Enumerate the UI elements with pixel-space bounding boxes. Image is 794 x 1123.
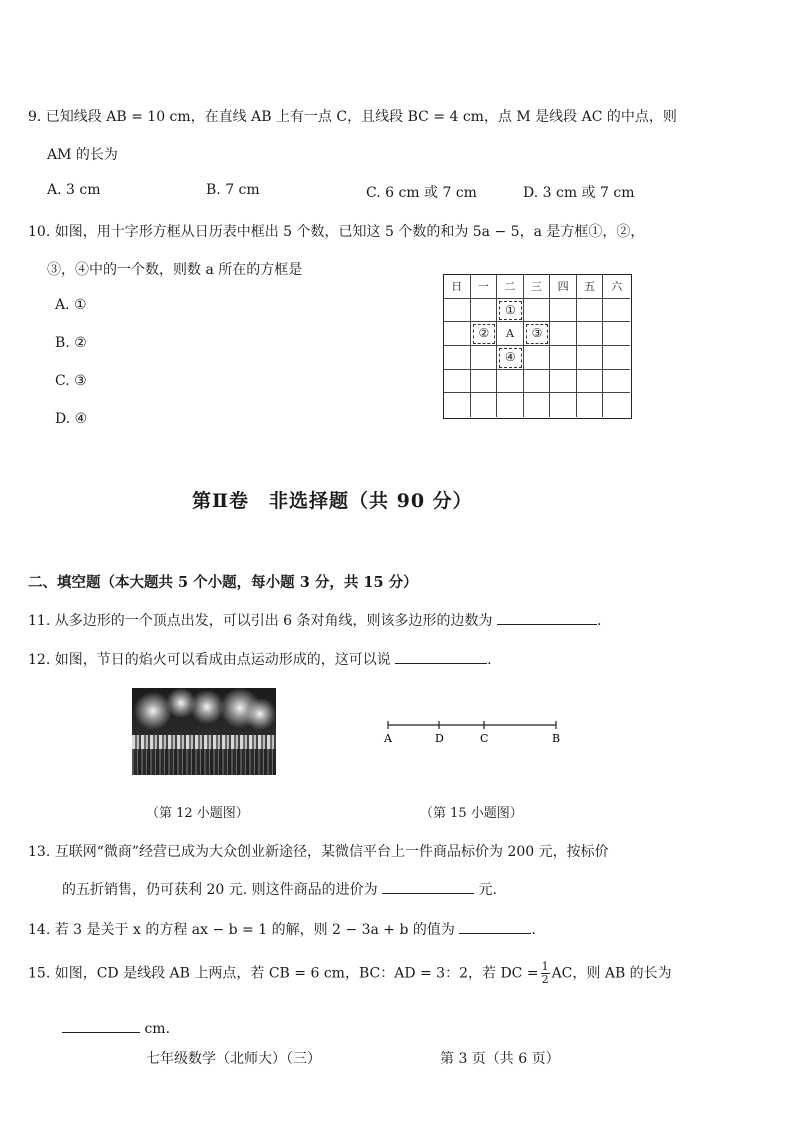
q13-unit: 元. xyxy=(478,882,497,898)
calendar-cell xyxy=(471,299,498,323)
q13-answer-blank[interactable] xyxy=(382,879,474,894)
calendar-cell xyxy=(603,322,630,346)
firework-burst xyxy=(190,690,224,724)
calendar-cell xyxy=(550,393,577,417)
q15 xyxy=(28,961,672,986)
label-c: C xyxy=(480,732,489,745)
calendar-header-cell: 日 xyxy=(444,275,471,299)
q11-answer-blank[interactable] xyxy=(497,610,597,625)
calendar-box-2: ② xyxy=(473,324,496,344)
caption-q12: （第 12 小题图） xyxy=(146,806,249,821)
water-reflection xyxy=(132,749,276,775)
calendar-cell xyxy=(444,299,471,323)
q14-text: 14. 若 3 是关于 x 的方程 ax − b = 1 的解，则 2 − 3a + b 的值为 xyxy=(28,922,455,938)
calendar-cell xyxy=(603,299,630,323)
calendar-cell xyxy=(444,393,471,417)
q13-line2-text: 的五折销售，仍可获利 20 元. 则这件商品的进价为 xyxy=(62,882,378,898)
q11 xyxy=(28,610,601,630)
calendar-header-cell: 六 xyxy=(603,275,630,299)
q12-text: 12. 如图，节日的焰火可以看成由点运动形成的，这可以说 xyxy=(28,652,391,668)
q10-line2: ③，④中的一个数，则数 a 所在的方框是 xyxy=(47,262,303,278)
calendar-cell xyxy=(471,346,498,370)
footer-page-number: 第 3 页（共 6 页） xyxy=(440,1051,560,1067)
fireworks-photo xyxy=(132,688,276,775)
q9-option-a: A. 3 cm xyxy=(47,182,101,198)
firework-burst xyxy=(244,698,276,730)
q11-end: . xyxy=(596,613,602,629)
calendar-cell xyxy=(497,370,524,394)
fill-in-heading: 二、填空题（本大题共 5 个小题，每小题 3 分，共 15 分） xyxy=(28,574,418,591)
calendar-box-1: ① xyxy=(499,301,522,321)
calendar-cell xyxy=(444,370,471,394)
calendar-cell xyxy=(524,346,551,370)
fraction-denominator: 2 xyxy=(541,973,549,986)
q15-unit: cm. xyxy=(144,1021,171,1037)
caption-q15: （第 15 小题图） xyxy=(420,806,523,821)
q11-text: 11. 从多边形的一个顶点出发，可以引出 6 条对角线，则该多边形的边数为 xyxy=(28,613,493,629)
q13-line1: 13. 互联网“微商”经营已成为大众创业新途径，某微信平台上一件商品标价为 200 元，按标价 xyxy=(28,844,609,860)
calendar-cell xyxy=(444,346,471,370)
footer-subject: 七年级数学（北师大）（三） xyxy=(146,1051,321,1067)
calendar-cell xyxy=(444,322,471,346)
segment-figure xyxy=(378,716,568,746)
q15-answer-line xyxy=(62,1018,170,1037)
calendar-header-cell: 一 xyxy=(471,275,498,299)
calendar-cell xyxy=(524,393,551,417)
calendar-cell xyxy=(577,322,604,346)
q15-answer-blank[interactable] xyxy=(62,1018,140,1033)
q12 xyxy=(28,649,492,669)
calendar-box-4: ④ xyxy=(499,348,522,368)
q10-line1: 10. 如图，用十字形方框从日历表中框出 5 个数，已知这 5 个数的和为 5a − 5，a 是方框①，②， xyxy=(28,224,645,240)
fraction-one-half xyxy=(541,961,550,986)
calendar-cell xyxy=(524,370,551,394)
q15-text-end: AC，则 AB 的长为 xyxy=(551,965,672,982)
fraction-numerator: 1 xyxy=(541,960,549,973)
calendar-figure xyxy=(443,274,632,419)
label-a: A xyxy=(384,732,392,745)
q14-answer-blank[interactable] xyxy=(459,919,531,934)
calendar-cell xyxy=(550,299,577,323)
q9-option-c: C. 6 cm 或 7 cm xyxy=(366,185,477,201)
q9-option-b: B. 7 cm xyxy=(206,182,260,198)
q13-line2 xyxy=(62,879,497,899)
city-skyline xyxy=(132,735,276,749)
q12-answer-blank[interactable] xyxy=(395,649,487,664)
calendar-cell xyxy=(577,299,604,323)
calendar-header-cell: 四 xyxy=(550,275,577,299)
label-b: B xyxy=(552,732,561,745)
q10-option-a: A. ① xyxy=(55,297,87,313)
calendar-box-3: ③ xyxy=(526,324,549,344)
q10-option-b: B. ② xyxy=(55,335,87,351)
calendar-center-cell: A xyxy=(497,322,524,346)
calendar-cell xyxy=(471,393,498,417)
calendar-cell xyxy=(603,370,630,394)
calendar-header-cell: 三 xyxy=(524,275,551,299)
calendar-cell xyxy=(577,346,604,370)
q10-option-d: D. ④ xyxy=(55,411,88,427)
calendar-cell xyxy=(577,393,604,417)
calendar-cell xyxy=(577,370,604,394)
q10-option-c: C. ③ xyxy=(55,373,87,389)
q12-end: . xyxy=(487,652,492,668)
q15-text: 15. 如图，CD 是线段 AB 上两点，若 CB = 6 cm，BC：AD = 3：2，若 DC = xyxy=(28,965,539,982)
calendar-cell xyxy=(603,346,630,370)
calendar-header-cell: 二 xyxy=(497,275,524,299)
q9-line1: 9. 已知线段 AB = 10 cm，在直线 AB 上有一点 C，且线段 BC = 4 cm，点 M 是线段 AC 的中点，则 xyxy=(28,109,677,125)
calendar-cell xyxy=(497,393,524,417)
section2-title: 第Ⅱ卷 非选择题（共 90 分） xyxy=(192,490,473,512)
calendar-header-cell: 五 xyxy=(577,275,604,299)
calendar-cell xyxy=(550,370,577,394)
calendar-cell xyxy=(524,299,551,323)
calendar-cell xyxy=(471,370,498,394)
calendar-cell xyxy=(550,322,577,346)
calendar-cell xyxy=(603,393,630,417)
q14-end: . xyxy=(531,922,536,938)
calendar-cell xyxy=(550,346,577,370)
label-d: D xyxy=(435,732,444,745)
q9-line2: AM 的长为 xyxy=(47,147,118,163)
q9-option-d: D. 3 cm 或 7 cm xyxy=(523,185,635,201)
q14 xyxy=(28,919,536,939)
